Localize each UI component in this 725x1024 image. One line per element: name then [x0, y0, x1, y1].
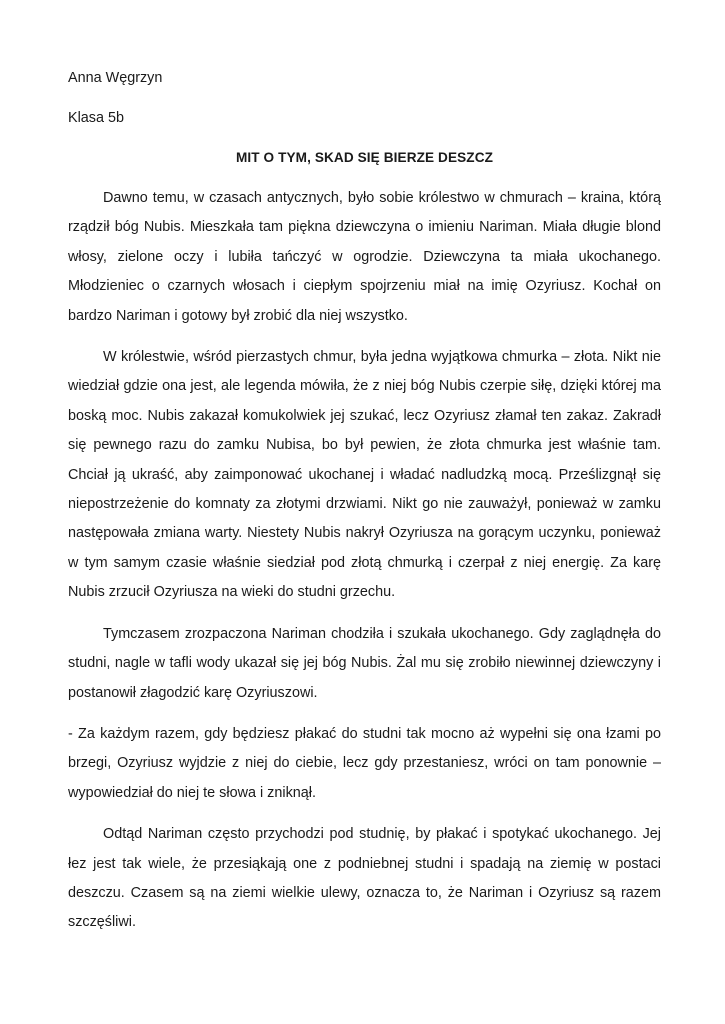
paragraph-3: Tymczasem zrozpaczona Nariman chodziła i szukała ukochanego. Gdy zaglądnęła do studni, nagle w tafli wody ukazał się jej bóg Nubis. Żal mu się zrobiło niewinnej dziewczyny i postanowił złagodzić karę Ozyriuszowi. [68, 625, 661, 701]
class-label: Klasa 5b [68, 110, 125, 126]
author-name: Anna Węgrzyn [68, 70, 163, 86]
document-title: MIT O TYM, SKAD SIĘ BIERZE DESZCZ [235, 150, 494, 165]
paragraph-5: Odtąd Nariman często przychodzi pod studnię, by płakać i spotykać ukochanego. Jej łez jest tak wiele, że przesiąkają one z podniebnej studni i spadają na ziemię w postaci deszczu. Czasem są na ziemi wielkie ulewy, oznacza to, że Nariman i Ozyriusz są razem szczęśliwi. [68, 826, 661, 931]
paragraph-2: W królestwie, wśród pierzastych chmur, była jedna wyjątkowa chmurka – złota. Nikt nie wiedział gdzie ona jest, ale legenda mówiła, że z niej bóg Nubis czerpie siłę, dzięki której ma boską moc. Nubis zakazał komukolwiek jej szukać, lecz Ozyriusz złamał ten zakaz. Zakradł się pewnego razu do zamku Nubisa, bo był pewien, że złota chmurka jest właśnie tam. Chciał ją ukraść, aby zaimponować ukochanej i władać nadludzką mocą. Prześlizgnął się niepostrzeżenie do komnaty za złotymi drzwiami. Nikt go nie zauważył, ponieważ w zamku następowała zmiana warty. Niestety Nubis nakrył Ozyriusza na gorącym uczynku, ponieważ w tym samym czasie właśnie siedział pod złotą chmurką i czerpał z niej energię. Za karę Nubis zrzucił Ozyriusza na wieki do studni grzechu. [68, 349, 661, 601]
paragraph-1: Dawno temu, w czasach antycznych, było sobie królestwo w chmurach – kraina, którą rządził bóg Nubis. Mieszkała tam piękna dziewczyna o imieniu Nariman. Miała długie blond włosy, zielone oczy i lubiła tańczyć w ogrodzie. Dziewczyna ta miała ukochanego. Młodzieniec o czarnych włosach i ciepłym spojrzeniu miał na imię Ozyriusz. Kochał on bardzo Nariman i gotowy był zrobić dla niej wszystko. [68, 190, 661, 324]
paragraph-dialog: - Za każdym razem, gdy będziesz płakać do studni tak mocno aż wypełni się ona łzami po brzegi, Ozyriusz wyjdzie z niej do ciebie, lecz gdy przestaniesz, wróci on tam ponownie – wypowiedział do niej te słowa i zniknął. [68, 725, 661, 801]
